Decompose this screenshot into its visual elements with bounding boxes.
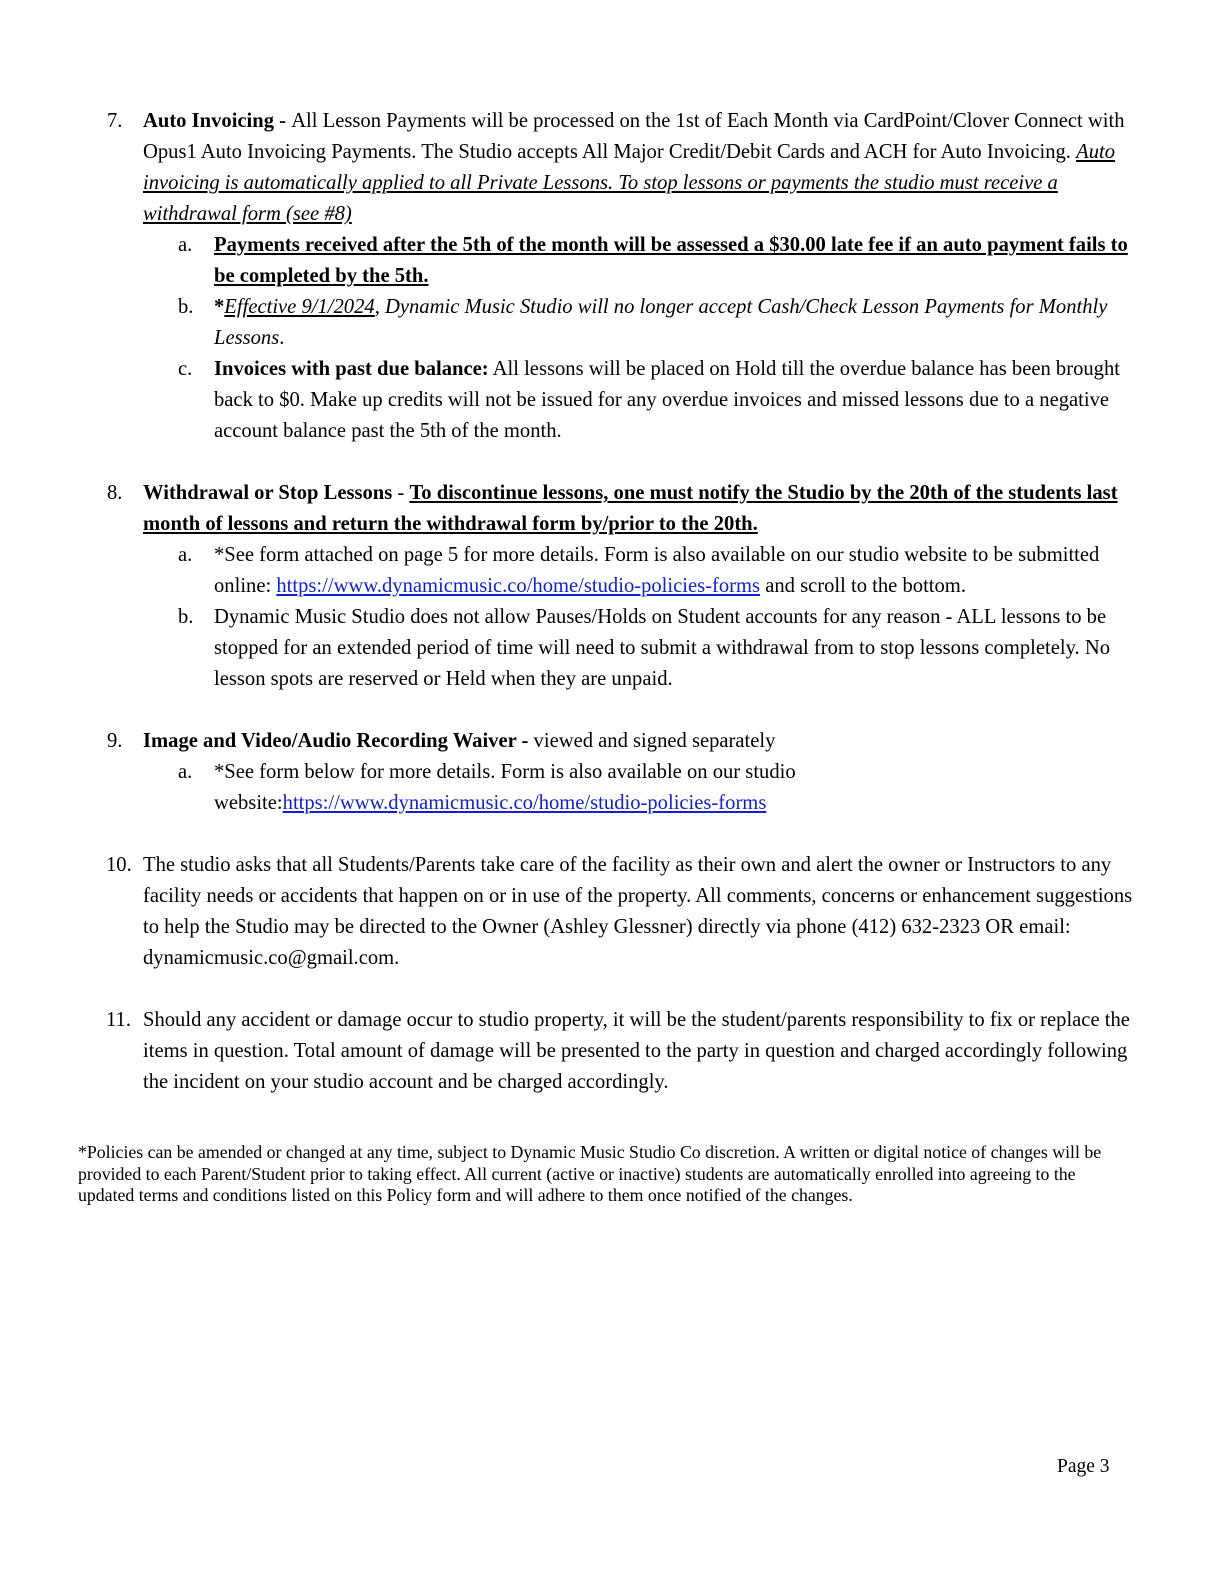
policies-forms-link[interactable]: https://www.dynamicmusic.co/home/studio-policies-forms — [276, 575, 761, 597]
policy-item-8a — [143, 540, 1147, 602]
effective-date: Effective 9/1/2024 — [224, 296, 375, 318]
policy-footnote: *Policies can be amended or changed at any time, subject to Dynamic Music Studio Co discretion. A written or digital notice of changes will be provided to each Parent/Student prior to taking effect. All current (active or inactive) students are automatically enrolled into agreeing to the updated terms and conditions listed on this Policy form and will adhere to them once notified of the changes. — [78, 1142, 1102, 1205]
item-number: 7. — [107, 110, 123, 132]
policy-item-7c — [143, 354, 1147, 447]
item-title: Withdrawal or Stop Lessons — [143, 482, 393, 504]
sub-text: *See form attached on page 5 for more details. Form is also available on our studio website to be submitted online: — [214, 544, 1100, 597]
item-text: viewed and signed separately — [533, 730, 776, 752]
sub-letter: c. — [178, 358, 193, 380]
item-text: All Lesson Payments will be processed on the 1st of Each Month via CardPoint/Clover Connect with Opus1 Auto Invoicing Payments. The Studio accepts All Major Credit/Debit Cards and ACH for Auto Invoicing. — [143, 110, 1125, 163]
sub-text-end: . — [279, 327, 285, 349]
item-text: Should any accident or damage occur to studio property, it will be the student/parents responsibility to fix or replace the items in question. Total amount of damage will be presented to the party in question and charged accordingly following the incident on your studio account and be charged accordingly. — [143, 1009, 1130, 1093]
item-number: 8. — [107, 482, 123, 504]
policy-item-8 — [107, 478, 1147, 540]
item-dash: - — [392, 482, 410, 504]
asterisk: * — [214, 296, 225, 318]
sub-text-after: and scroll to the bottom. — [760, 575, 966, 597]
sub-text: Payments received after the 5th of the month will be assessed a $30.00 late fee if an auto payment fails to be completed by the 5th. — [214, 234, 1128, 287]
sub-text: , Dynamic Music Studio will no longer accept Cash/Check Lesson Payments for Monthly Lessons — [214, 296, 1108, 349]
spacer — [107, 695, 1147, 726]
sub-text: All lessons will be placed on Hold till the overdue balance has been brought back to $0. Make up credits will not be issued for any overdue invoices and missed lessons due to a negative account balance past the 5th of the month. — [214, 358, 1120, 442]
policy-item-7 — [107, 106, 1147, 230]
policy-item-9a — [143, 757, 1147, 819]
item-title: Image and Video/Audio Recording Waiver - — [143, 730, 534, 752]
item-title: Auto Invoicing - — [143, 110, 292, 132]
policy-item-11 — [107, 1005, 1147, 1098]
sub-letter: b. — [178, 296, 194, 318]
item-text: The studio asks that all Students/Parents take care of the facility as their own and alert the owner or Instructors to any facility needs or accidents that happen on or in use of the property. All comments, concerns or enhancement suggestions to help the Studio may be directed to the Owner (Ashley Glessner) directly via phone (412) 632-2323 OR email: dynamicmusic.co@gmail.com. — [143, 854, 1133, 969]
sub-text: *See form below for more details. Form is also available on our studio website: — [214, 761, 796, 814]
page-number: Page 3 — [1057, 1456, 1110, 1477]
sub-letter: a. — [178, 761, 193, 783]
sub-letter: b. — [178, 606, 194, 628]
item-number: 9. — [107, 730, 123, 752]
spacer — [107, 974, 1147, 1005]
item-number: 11. — [106, 1009, 131, 1031]
sub-letter: a. — [178, 234, 193, 256]
policy-item-7a — [143, 230, 1147, 292]
sub-title: Invoices with past due balance: — [214, 358, 489, 380]
sub-text: Dynamic Music Studio does not allow Pauses/Holds on Student accounts for any reason - ALL lessons to be stopped for an extended period of time will need to submit a withdrawal from to stop lessons completely. No lesson spots are reserved or Held when they are unpaid. — [214, 606, 1111, 690]
policy-item-8b — [143, 602, 1147, 695]
item-note: To discontinue lessons, one must notify the Studio by the 20th of the students last month of lessons and return the withdrawal form by/prior to the 20th. — [143, 482, 1118, 535]
policy-item-10 — [107, 850, 1147, 974]
sub-letter: a. — [178, 544, 193, 566]
waiver-forms-link[interactable]: https://www.dynamicmusic.co/home/studio-policies-forms — [282, 792, 767, 814]
spacer — [107, 447, 1147, 478]
item-number: 10. — [106, 854, 132, 876]
policy-item-9 — [107, 726, 1147, 757]
spacer — [107, 819, 1147, 850]
item-note: Auto invoicing is automatically applied to all Private Lessons. To stop lessons or payments the studio must receive a withdrawal form (see #8) — [143, 141, 1116, 225]
policy-item-7b — [143, 292, 1147, 354]
policy-list — [107, 106, 1147, 1098]
